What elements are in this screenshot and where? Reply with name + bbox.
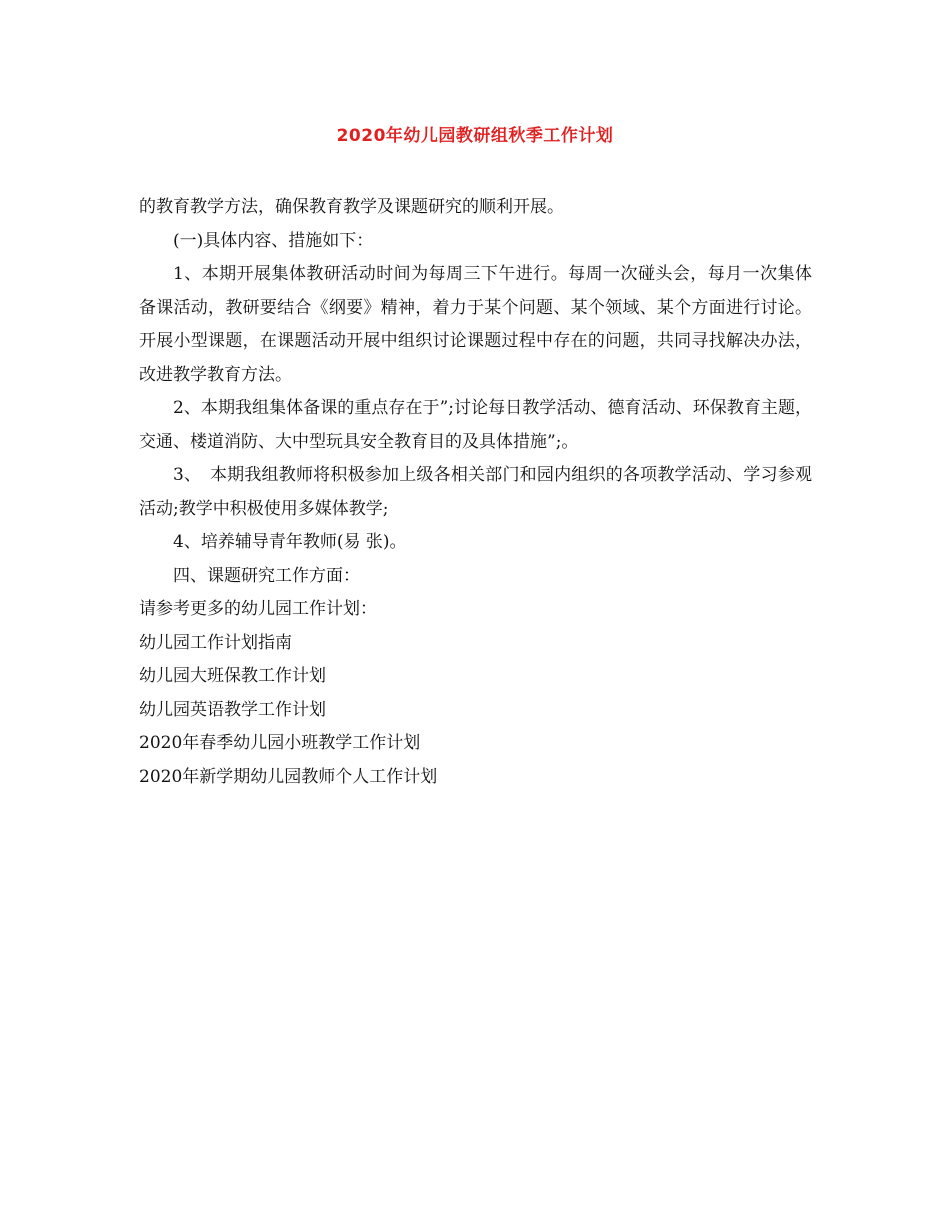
paragraph: 3、 本期我组教师将积极参加上级各相关部门和园内组织的各项教学活动、学习参观活动;教学中积极使用多媒体教学; [139,465,812,519]
related-link[interactable]: 幼儿园工作计划指南 [139,632,292,653]
related-links-list [139,627,812,795]
paragraph: 四、课题研究工作方面： [173,565,360,586]
related-link[interactable]: 2020年春季幼儿园小班教学工作计划 [139,733,421,753]
related-link[interactable]: 2020年新学期幼儿园教师个人工作计划 [139,766,438,787]
paragraph: (一)具体内容、措施如下： [173,230,374,251]
paragraph: 1、本期开展集体教研活动时间为每周三下午进行。每周一次碰头会，每月一次集体备课活动，教研要结合《纲要》精神，着力于某个问题、某个领域、某个方面进行讨论。开展小型课题，在课题活动开展中组织讨论课题过程中存在的问题，共同寻找解决办法，改进教学教育方法。 [139,264,812,385]
related-link[interactable]: 幼儿园大班保教工作计划 [139,666,326,686]
paragraph: 4、培养辅导青年教师(易 张)。 [173,532,407,552]
document-body [139,191,812,794]
related-link[interactable]: 幼儿园英语教学工作计划 [139,699,326,720]
document-title: 2020年幼儿园教研组秋季工作计划 [336,126,614,146]
see-more-label: 请参考更多的幼儿园工作计划： [139,599,377,619]
paragraph: 的教育教学方法，确保教育教学及课题研究的顺利开展。 [139,197,564,217]
paragraph: 2、本期我组集体备课的重点存在于”;讨论每日教学活动、德育活动、环保教育主题，交通、楼道消防、大中型玩具安全教育目的及具体措施”;。 [139,398,812,452]
